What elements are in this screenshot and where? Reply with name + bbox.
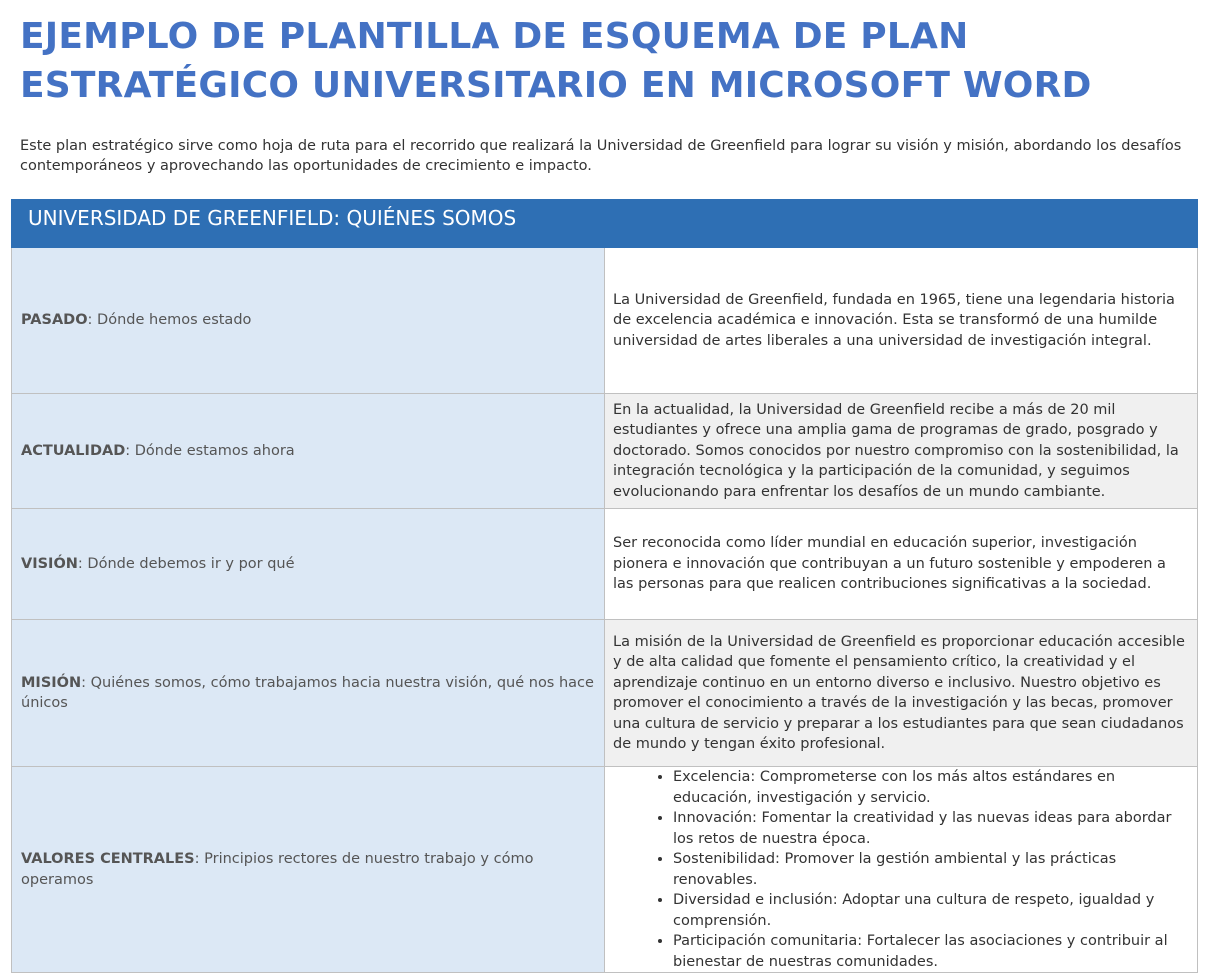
row-label-text: : Dónde estamos ahora <box>125 442 295 459</box>
row-label-strong: PASADO <box>21 312 88 329</box>
row-label-strong: VISIÓN <box>21 555 78 572</box>
list-item: • Participación comunitaria: Fortalecer las asociaciones y contribuir al bienestar de nuestras comunidades. <box>673 931 1187 972</box>
list-item: • Sostenibilidad: Promover la gestión ambiental y las prácticas renovables. <box>673 849 1187 890</box>
row-content: En la actualidad, la Universidad de Greenfield recibe a más de 20 mil estudiantes y ofrece una amplia gama de programas de grado, posgrado y doctorado. Somos conocidos por nuestro compromiso con la sostenibilidad, la integración tecnológica y la participación de la comunidad, y seguimos evolucionando para enfrentar los desafíos de un mundo cambiante. <box>605 394 1198 509</box>
plan-table <box>11 199 1198 973</box>
row-label-text: : Principios rectores de nuestro trabajo y cómo operamos <box>21 851 534 888</box>
row-label-strong: VALORES CENTRALES <box>21 851 195 867</box>
row-label <box>12 394 605 509</box>
row-label-strong: MISIÓN <box>21 674 82 691</box>
row-label <box>12 767 605 973</box>
row-label-text: : Dónde hemos estado <box>87 312 252 329</box>
list-item: • Excelencia: Comprometerse con los más altos estándares en educación, investigación y servicio. <box>673 767 1187 808</box>
row-label-strong: ACTUALIDAD <box>21 442 126 459</box>
document-title: EJEMPLO DE PLANTILLA DE ESQUEMA DE PLAN ESTRATÉGICO UNIVERSITARIO EN MICROSOFT WORD <box>20 16 1092 106</box>
list-item: • Diversidad e inclusión: Adoptar una cultura de respeto, igualdad y comprensión. <box>673 890 1187 931</box>
row-label <box>12 509 605 620</box>
table-row-mision <box>12 620 1198 767</box>
row-content: Ser reconocida como líder mundial en educación superior, investigación pionera e innovación que contribuyan a un futuro sostenible y empoderen a las personas para que realicen contribuciones significativas a la sociedad. <box>605 509 1198 620</box>
row-content: La misión de la Universidad de Greenfield es proporcionar educación accesible y de alta calidad que fomente el pensamiento crítico, la creatividad y el aprendizaje continuo en un entorno diverso e inclusivo. Nuestro objetivo es promover el conocimiento a través de la investigación y las becas, promover una cultura de servicio y preparar a los estudiantes para que sean ciudadanos de mundo y tengan éxito profesional. <box>605 620 1198 767</box>
table-row-vision <box>12 509 1198 620</box>
row-label <box>12 248 605 394</box>
row-content <box>605 767 1198 973</box>
intro-paragraph: Este plan estratégico sirve como hoja de ruta para el recorrido que realizará la Universidad de Greenfield para lograr su visión y misión, abordando los desafíos contemporáneos y aprovechando las oportunidades de crecimiento e impacto. <box>20 138 1182 174</box>
row-label <box>12 620 605 767</box>
table-header-row <box>12 200 1198 248</box>
list-item: • Innovación: Fomentar la creatividad y las nuevas ideas para abordar los retos de nuestra época. <box>673 808 1187 849</box>
values-list <box>613 767 1187 972</box>
table-row-valores <box>12 767 1198 973</box>
table-header: UNIVERSIDAD DE GREENFIELD: QUIÉNES SOMOS <box>12 200 1198 248</box>
table-row-actualidad <box>12 394 1198 509</box>
row-content: La Universidad de Greenfield, fundada en 1965, tiene una legendaria historia de excelencia académica e innovación. Esta se transformó de una humilde universidad de artes liberales a una universidad de investigación integral. <box>605 248 1198 394</box>
row-label-text: : Dónde debemos ir y por qué <box>77 555 295 572</box>
row-label-text: : Quiénes somos, cómo trabajamos hacia nuestra visión, qué nos hace únicos <box>21 674 594 711</box>
table-row-pasado <box>12 248 1198 394</box>
